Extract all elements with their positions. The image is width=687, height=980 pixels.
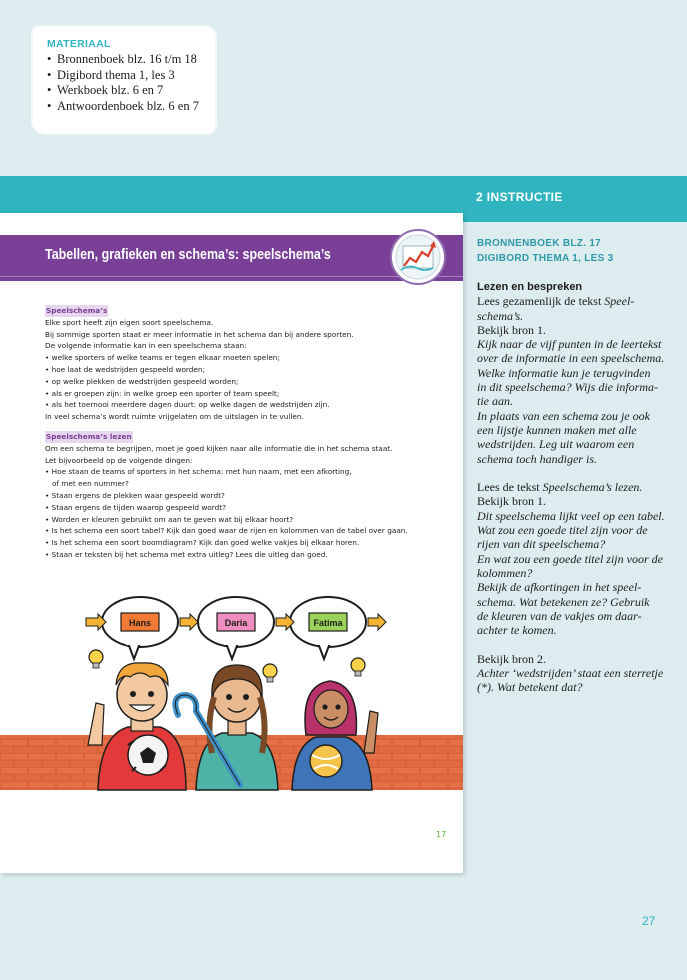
section-heading: Speelschema’s lezen	[46, 431, 132, 441]
chart-icon	[389, 228, 447, 286]
instructie-line-italic: de kleuren van de vakjes om daar-	[477, 608, 642, 623]
instructie-line-italic: in dit speelschema? Wijs die informa-	[477, 380, 658, 395]
instructie-line	[477, 666, 677, 680]
instructie-line-text: Lees de tekst	[477, 480, 543, 495]
page-number: 27	[642, 914, 656, 928]
body-line: Bij sommige sporten staat er meer informatie in het schema dan bij andere sporten.	[45, 329, 354, 339]
instructie-line-text: Bekijk bron 1.	[477, 322, 546, 337]
instructie-line-text: Lees gezamenlijk de tekst	[477, 294, 605, 309]
instructie-line	[477, 623, 677, 637]
section-heading: Speelschema’s	[46, 306, 108, 315]
instructie-line-italic: achter te komen.	[477, 623, 557, 638]
instructie-line-italic: rijen van dit speelschema?	[477, 537, 606, 552]
name-label-hans: Hans	[128, 618, 152, 628]
source-reference: DIGIBORD THEMA 1, LES 3	[477, 253, 614, 264]
bullet-line: • als er groepen zijn: in welke groep een sporter of team speelt;	[45, 388, 280, 398]
instructie-line	[477, 509, 677, 523]
instructie-line-italic: wedstrijden. Leg uit waarom een	[477, 437, 635, 452]
instructie-line-italic: kolommen?	[477, 565, 533, 580]
speech-bubble	[198, 597, 274, 659]
instructie-line-italic: Speelschema’s lezen.	[542, 480, 643, 495]
instructie-line	[477, 480, 677, 494]
body-line: In veel schema’s wordt ruimte vrijgelaten om de uitslagen in te vullen.	[45, 412, 304, 422]
instructie-line	[477, 595, 677, 609]
instructie-column	[477, 236, 677, 695]
instructie-line	[477, 494, 677, 508]
materiaal-item: • Antwoordenboek blz. 6 en 7	[47, 99, 201, 115]
instructie-line	[477, 680, 677, 694]
instructie-line	[477, 552, 677, 566]
name-label-daria: Daria	[224, 618, 248, 628]
bullet-line: • welke sporters of welke teams er tegen elkaar moeten spelen;	[45, 353, 280, 363]
materiaal-item: • Werkboek blz. 6 en 7	[47, 83, 201, 99]
instructie-line-italic: Speel-	[604, 294, 635, 309]
body-line: De volgende informatie kan in een speelschema staan:	[45, 341, 247, 351]
bullet-line: • Hoe staan de teams of sporters in het schema: met hun naam, met een afkorting,	[45, 467, 352, 477]
textbook-page-number: 17	[436, 830, 447, 839]
body-line: Om een schema te begrijpen, moet je goed kijken naar alle informatie die in het schema staat.	[45, 443, 393, 453]
bullet-line: of met een nummer?	[45, 479, 129, 489]
instructie-title: 2 INSTRUCTIE	[476, 190, 563, 204]
speech-bubble	[290, 597, 366, 659]
instructie-line-text: Bekijk bron 1.	[477, 494, 546, 509]
body-line: Elke sport heeft zijn eigen soort speelschema.	[45, 317, 214, 327]
instructie-line	[477, 523, 677, 537]
instructie-line-italic: Bekijk de afkortingen in het speel-	[477, 580, 642, 595]
instructie-line-italic: (*). Wat betekent dat?	[477, 680, 583, 695]
instructie-line	[477, 437, 677, 451]
instructie-line-italic: schema’s.	[477, 308, 524, 323]
instructie-line-italic: Welke informatie kun je terugvinden	[477, 365, 651, 380]
boy-figure	[88, 663, 186, 790]
instructie-line-italic: Wat zou een goede titel zijn voor de	[477, 523, 648, 538]
instructie-line	[477, 380, 677, 394]
instructie-line-italic: schema toch handiger is.	[477, 451, 597, 466]
bullet-line: • Is het schema een soort tabel? Kijk dan goed waar de rijen en kolommen van de tabel over gaan.	[45, 526, 408, 536]
instructie-line	[477, 566, 677, 580]
instructie-line	[477, 609, 677, 623]
instructie-line-italic: schema. Wat betekenen ze? Gebruik	[477, 594, 650, 609]
instructie-line-italic: een lijstje kunnen maken met alle	[477, 422, 637, 437]
bullet-line: • als het toernooi meerdere dagen duurt: op welke dagen de wedstrijden zijn.	[45, 400, 330, 410]
instructie-line-italic: over de informatie in een speelschema.	[477, 351, 665, 366]
instructie-line-italic: En wat zou een goede titel zijn voor de	[477, 551, 663, 566]
materiaal-item: • Bronnenboek blz. 16 t/m 18	[47, 52, 201, 68]
instructie-line-italic: Kijk naar de vijf punten in de leertekst	[477, 337, 662, 352]
instructie-heading: Lezen en bespreken	[477, 281, 583, 293]
instructie-line	[477, 394, 677, 408]
bullet-line: • Worden er kleuren gebruikt om aan te geven wat bij elkaar hoort?	[45, 514, 294, 524]
bullet-line: • Staan ergens de plekken waar gespeeld wordt?	[45, 490, 225, 500]
instructie-line	[477, 637, 677, 651]
instructie-line-italic: Dit speelschema lijkt veel op een tabel.	[477, 508, 665, 523]
instructie-line-text: Bekijk bron 2.	[477, 651, 546, 666]
bullet-line: • hoe laat de wedstrijden gespeeld worden;	[45, 364, 206, 374]
instructie-line	[477, 294, 677, 308]
textbook-content	[45, 305, 445, 561]
bullet-line: • Staan er teksten bij het schema met extra uitleg? Lees die uitleg dan goed.	[45, 549, 328, 559]
materiaal-title: MATERIAAL	[47, 38, 111, 50]
instructie-line	[477, 337, 677, 351]
instructie-line	[477, 409, 677, 423]
textbook-page	[0, 213, 463, 873]
bullet-line: • Staan ergens de tijden waarop gespeeld wordt?	[45, 502, 227, 512]
instructie-text	[477, 294, 677, 694]
instructie-line	[477, 652, 677, 666]
materiaal-list	[47, 52, 201, 114]
instructie-line-italic: tie aan.	[477, 394, 513, 409]
speech-bubble	[102, 597, 178, 659]
instructie-line-italic: In plaats van een schema zou je ook	[477, 408, 650, 423]
materiaal-note	[33, 27, 215, 133]
page-title: Tabellen, grafieken en schema’s: speelschema’s	[45, 247, 331, 263]
instructie-line	[477, 452, 677, 466]
instructie-line	[477, 580, 677, 594]
kids-illustration	[0, 585, 463, 795]
source-reference: BRONNENBOEK BLZ. 17	[477, 238, 602, 249]
instructie-line	[477, 537, 677, 551]
instructie-line	[477, 309, 677, 323]
instructie-line	[477, 423, 677, 437]
body-line: Let bijvoorbeeld op de volgende dingen:	[45, 455, 193, 465]
instructie-line	[477, 323, 677, 337]
materiaal-item: • Digibord thema 1, les 3	[47, 68, 201, 84]
instructie-line	[477, 466, 677, 480]
bullet-line: • op welke plekken de wedstrijden gespeeld worden;	[45, 376, 239, 386]
instructie-line	[477, 366, 677, 380]
instructie-line	[477, 351, 677, 365]
instructie-line-italic: Achter ‘wedstrijden’ staat een sterretje	[477, 666, 664, 681]
name-label-fatima: Fatima	[313, 618, 343, 628]
bullet-line: • Is het schema een soort boomdiagram? Kijk dan goed welke vakjes bij elkaar horen.	[45, 538, 360, 548]
